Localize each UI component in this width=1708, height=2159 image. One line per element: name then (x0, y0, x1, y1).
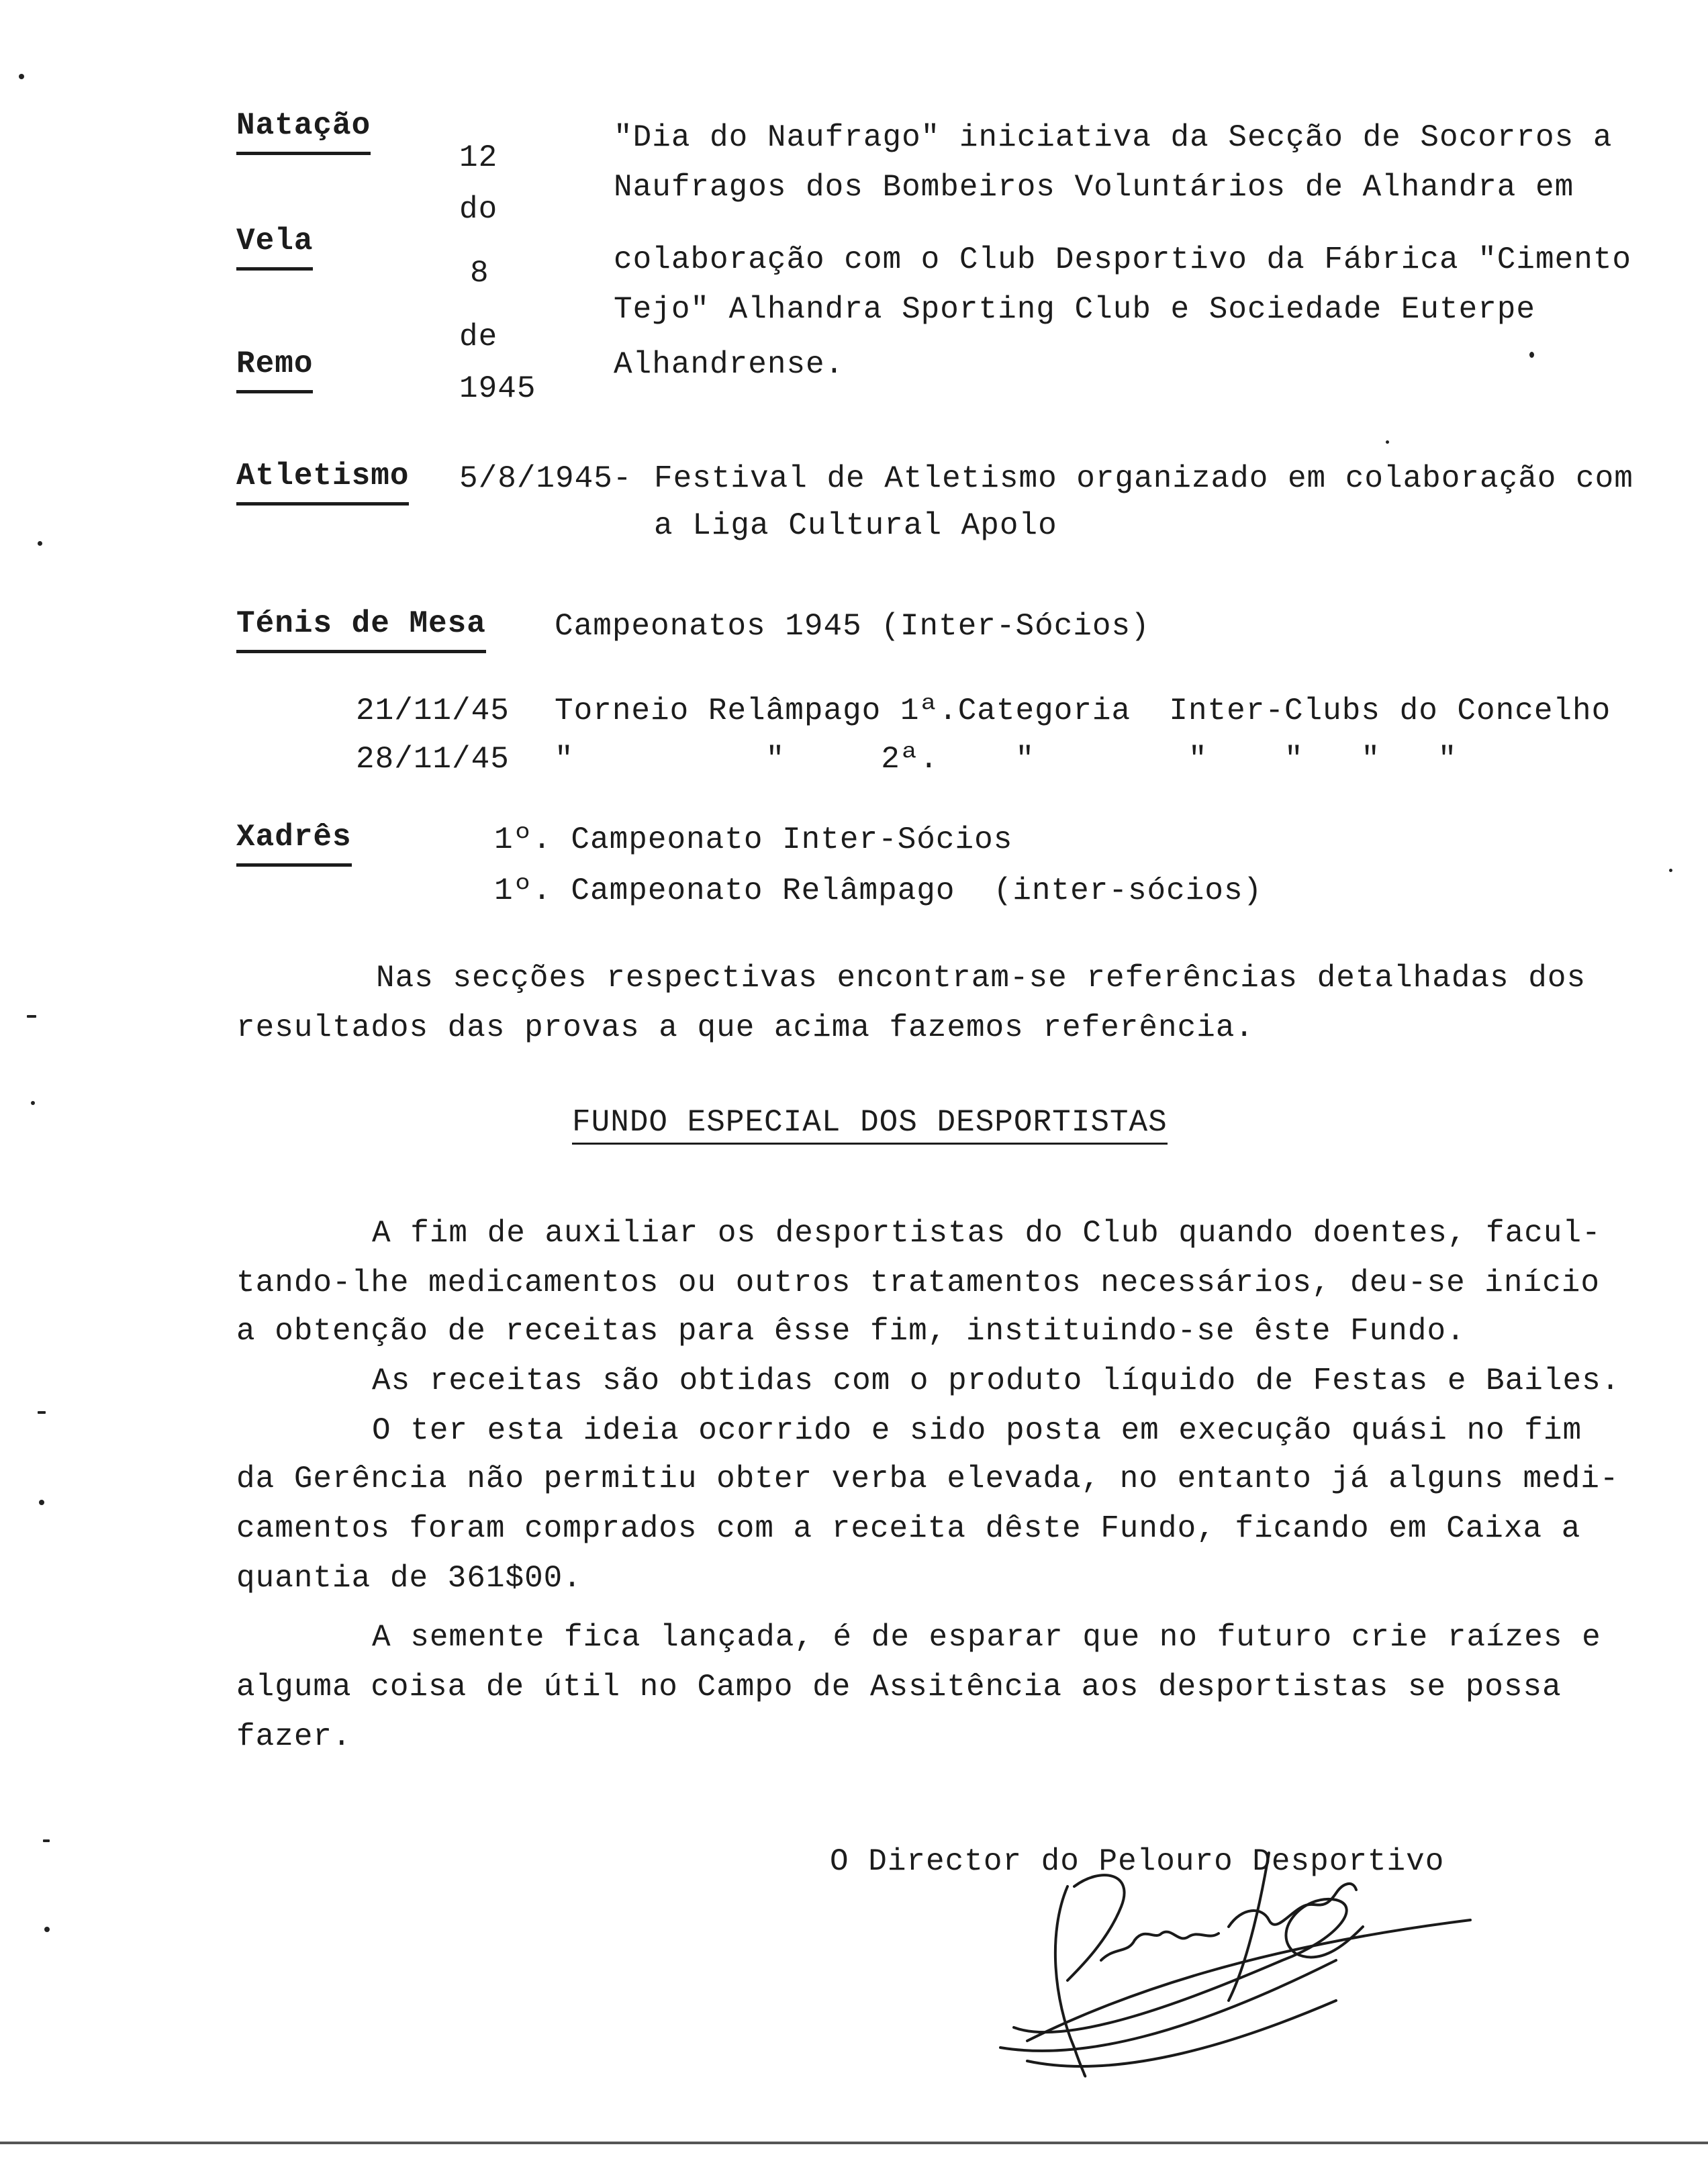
xadres-line-2: 1º. Campeonato Relâmpago (inter-sócios) (494, 873, 1263, 908)
fund-line-4: As receitas são obtidas com o produto líquido de Festas e Bailes. (372, 1363, 1621, 1398)
description-line-1: "Dia do Naufrago" iniciativa da Secção de Socorros a (614, 120, 1613, 155)
label-remo: Remo (236, 339, 313, 393)
margin-speck (31, 1101, 35, 1105)
atletismo-date: 5/8/1945- (459, 461, 632, 496)
xadres-line-1: 1º. Campeonato Inter-Sócios (494, 822, 1013, 857)
description-line-3: colaboração com o Club Desportivo da Fábrica "Cimento (614, 242, 1632, 277)
description-line-4: Tejo" Alhandra Sporting Club e Sociedade Euterpe (614, 292, 1536, 327)
label-xadres: Xadrês (236, 812, 352, 867)
tenis-row-1-text: Torneio Relâmpago 1ª.Categoria Inter-Clubs do Concelho (555, 693, 1611, 728)
fund-line-5: O ter esta ideia ocorrido e sido posta em execução quási no fim (372, 1413, 1582, 1448)
fund-heading: FUNDO ESPECIAL DOS DESPORTISTAS (572, 1102, 1168, 1145)
tenis-row-2-text: " " 2ª. " " " " " (555, 742, 1458, 777)
label-natacao: Natação (236, 101, 371, 155)
handwritten-signature-icon (987, 1826, 1497, 2088)
tenis-row-2-date: 28/11/45 (356, 742, 510, 777)
margin-speck (44, 1927, 50, 1932)
tenis-title: Campeonatos 1945 (Inter-Sócios) (555, 609, 1150, 644)
fund-line-11: fazer. (236, 1719, 352, 1754)
margin-speck (1529, 352, 1534, 358)
fund-line-10: alguma coisa de útil no Campo de Assitência aos desportistas se possa (236, 1670, 1562, 1705)
margin-speck (43, 1839, 50, 1842)
fund-line-7: camentos foram comprados com a receita dêste Fundo, ficando em Caixa a (236, 1511, 1581, 1546)
label-vela: Vela (236, 216, 313, 271)
references-line-1: Nas secções respectivas encontram-se referências detalhadas dos (376, 961, 1586, 996)
description-line-5: Alhandrense. (614, 347, 845, 382)
atletismo-line-1: Festival de Atletismo organizado em colaboração com (654, 461, 1633, 496)
date-line-5: 1945 (459, 371, 536, 406)
margin-speck (27, 1015, 36, 1018)
tenis-row-1-date: 21/11/45 (356, 693, 510, 728)
margin-speck (38, 541, 42, 546)
atletismo-line-2: a Liga Cultural Apolo (654, 508, 1057, 543)
description-line-2: Naufragos dos Bombeiros Voluntários de Alhandra em (614, 170, 1574, 205)
fund-line-6: da Gerência não permitiu obter verba elevada, no entanto já alguns medi- (236, 1461, 1619, 1496)
fund-line-3: a obtenção de receitas para êsse fim, instituindo-se êste Fundo. (236, 1314, 1466, 1349)
margin-speck (19, 74, 24, 79)
margin-speck (38, 1411, 46, 1414)
margin-speck (1386, 440, 1389, 444)
date-line-3: 8 (470, 256, 489, 291)
date-line-1: 12 (459, 140, 498, 175)
fund-line-8: quantia de 361$00. (236, 1561, 582, 1596)
page-bottom-edge (0, 2142, 1708, 2144)
label-atletismo: Atletismo (236, 451, 409, 506)
fund-line-1: A fim de auxiliar os desportistas do Club quando doentes, facul- (372, 1216, 1601, 1251)
fund-line-9: A semente fica lançada, é de esparar que no futuro crie raízes e (372, 1620, 1601, 1655)
margin-speck (39, 1500, 44, 1505)
references-line-2: resultados das provas a que acima fazemos referência. (236, 1010, 1255, 1045)
signoff-text: O Director do Pelouro Desportivo (830, 1844, 1445, 1879)
margin-speck (1669, 869, 1672, 872)
fund-line-2: tando-lhe medicamentos ou outros tratamentos necessários, deu-se início (236, 1265, 1600, 1300)
date-line-2: do (459, 192, 498, 227)
date-line-4: de (459, 320, 498, 354)
label-tenis-de-mesa: Ténis de Mesa (236, 599, 486, 653)
